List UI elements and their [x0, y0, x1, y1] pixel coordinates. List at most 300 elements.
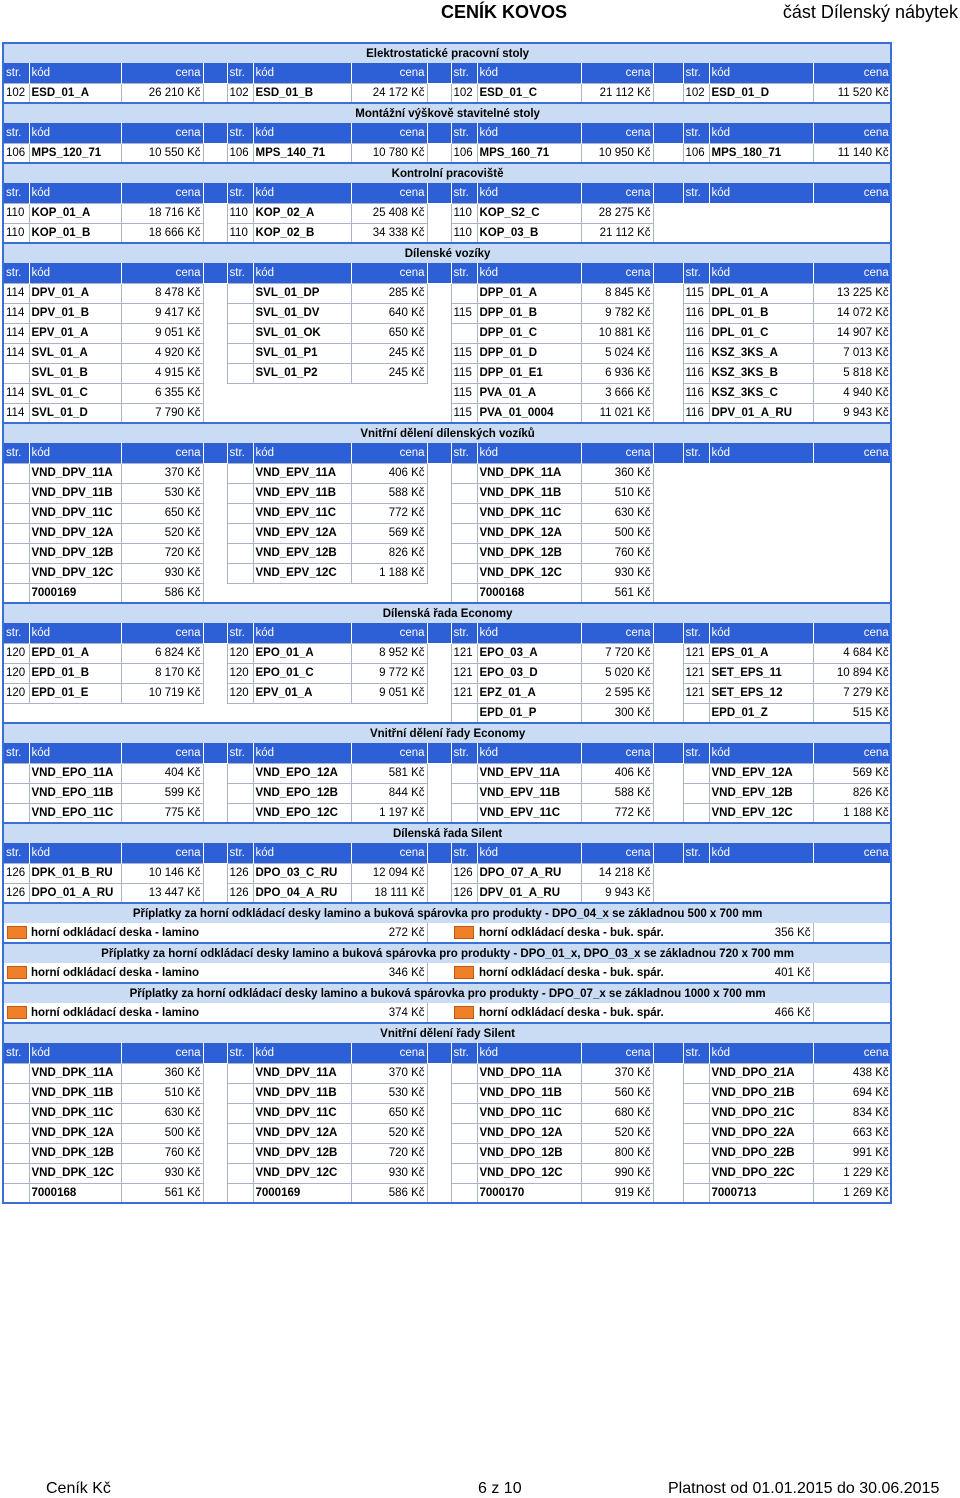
column-header-cena: cena [581, 183, 653, 203]
column-header-cena: cena [351, 743, 427, 763]
column-header-kod: kód [709, 743, 813, 763]
product-code-cell: VND_EPV_11B [477, 783, 581, 803]
product-code-cell: VND_DPV_12C [253, 1163, 351, 1183]
empty-cell [253, 383, 351, 403]
footer-validity: Platnost od 01.01.2015 do 30.06.2015 [668, 1480, 940, 1497]
product-code-cell: VND_DPK_11B [29, 1083, 121, 1103]
product-code-cell: DPL_01_B [709, 303, 813, 323]
header-spacer [427, 743, 451, 763]
document-part: část Dílenský nábytek [782, 2, 958, 22]
footer-currency: Ceník Kč [46, 1480, 111, 1497]
catalog-page-cell: 126 [451, 883, 477, 903]
price-cell: 5 024 Kč [581, 343, 653, 363]
price-cell: 640 Kč [351, 303, 427, 323]
column-header-kod: kód [477, 123, 581, 143]
price-cell: 360 Kč [121, 1063, 203, 1083]
table-row [3, 323, 891, 343]
catalog-page-cell [451, 463, 477, 483]
group-spacer [203, 803, 227, 823]
column-header-str: str. [3, 123, 29, 143]
column-header-str: str. [3, 843, 29, 863]
product-code-cell: VND_DPK_11C [29, 1103, 121, 1123]
column-header-cena: cena [121, 623, 203, 643]
header-spacer [427, 123, 451, 143]
group-spacer [203, 683, 227, 703]
column-header-cena: cena [813, 183, 891, 203]
column-header-cena: cena [351, 183, 427, 203]
product-code-cell: VND_DPK_12A [477, 523, 581, 543]
empty-cell [709, 883, 813, 903]
group-spacer [427, 523, 451, 543]
catalog-page-cell [227, 323, 253, 343]
group-spacer [427, 383, 451, 403]
catalog-page-cell [683, 1143, 709, 1163]
column-header-kod: kód [29, 623, 121, 643]
catalog-page-cell [451, 1103, 477, 1123]
price-cell: 630 Kč [581, 503, 653, 523]
price-cell: 21 112 Kč [581, 83, 653, 103]
empty-cell [813, 863, 891, 883]
header-spacer [653, 623, 683, 643]
catalog-page-cell: 110 [227, 203, 253, 223]
group-spacer [653, 323, 683, 343]
price-cell: 9 943 Kč [581, 883, 653, 903]
header-spacer [427, 263, 451, 283]
product-code-cell: VND_EPO_12C [253, 803, 351, 823]
group-spacer [653, 223, 683, 243]
empty-cell [253, 583, 351, 603]
column-header-str: str. [451, 63, 477, 83]
group-spacer [427, 323, 451, 343]
product-code-cell: ESD_01_B [253, 83, 351, 103]
catalog-page-cell [3, 1103, 29, 1123]
product-code-cell: VND_DPK_12A [29, 1123, 121, 1143]
product-code-cell: VND_EPO_12A [253, 763, 351, 783]
column-header-kod: kód [709, 183, 813, 203]
column-header-row [3, 263, 891, 283]
catalog-page-cell: 110 [227, 223, 253, 243]
price-cell: 1 269 Kč [813, 1183, 891, 1203]
price-cell: 13 447 Kč [121, 883, 203, 903]
price-cell: 26 210 Kč [121, 83, 203, 103]
group-spacer [203, 863, 227, 883]
group-spacer [203, 1103, 227, 1123]
group-spacer [203, 703, 227, 723]
section-title-row [3, 723, 891, 743]
catalog-page-cell: 110 [3, 223, 29, 243]
column-header-cena: cena [121, 123, 203, 143]
column-header-row [3, 123, 891, 143]
empty-cell [813, 223, 891, 243]
column-header-str: str. [683, 63, 709, 83]
price-cell: 14 907 Kč [813, 323, 891, 343]
product-code-cell: DPV_01_A_RU [477, 883, 581, 903]
product-code-cell: DPV_01_A_RU [709, 403, 813, 423]
column-header-row [3, 443, 891, 463]
price-cell: 5 818 Kč [813, 363, 891, 383]
price-cell: 7 790 Kč [121, 403, 203, 423]
price-table-body [3, 43, 891, 1203]
column-header-cena: cena [351, 263, 427, 283]
beech-board-price: 401 Kč [709, 963, 813, 983]
price-cell: 8 845 Kč [581, 283, 653, 303]
catalog-page-cell [683, 703, 709, 723]
catalog-page-cell [3, 523, 29, 543]
group-spacer [203, 1163, 227, 1183]
column-header-kod: kód [477, 623, 581, 643]
product-code-cell: VND_DPK_12C [477, 563, 581, 583]
column-header-row [3, 623, 891, 643]
section-title-row [3, 603, 891, 623]
table-row [3, 83, 891, 103]
header-spacer [203, 1043, 227, 1063]
column-header-cena: cena [813, 63, 891, 83]
price-cell: 630 Kč [121, 1103, 203, 1123]
column-header-str: str. [683, 123, 709, 143]
catalog-page-cell [3, 543, 29, 563]
product-code-cell: VND_EPV_11C [253, 503, 351, 523]
product-code-cell: SVL_01_DP [253, 283, 351, 303]
section-title: Dílenské vozíky [3, 243, 891, 263]
table-row [3, 1143, 891, 1163]
column-header-kod: kód [253, 623, 351, 643]
catalog-page-cell [451, 563, 477, 583]
column-header-str: str. [451, 443, 477, 463]
column-header-kod: kód [477, 63, 581, 83]
empty-cell [683, 503, 709, 523]
catalog-page-cell: 126 [451, 863, 477, 883]
price-cell: 1 188 Kč [351, 563, 427, 583]
empty-cell [709, 503, 813, 523]
table-row [3, 223, 891, 243]
price-cell: 772 Kč [351, 503, 427, 523]
product-code-cell: VND_DPV_11C [253, 1103, 351, 1123]
group-spacer [653, 203, 683, 223]
product-code-cell: DPO_07_A_RU [477, 863, 581, 883]
product-code-cell: MPS_180_71 [709, 143, 813, 163]
price-cell: 930 Kč [351, 1163, 427, 1183]
header-spacer [427, 63, 451, 83]
column-header-cena: cena [351, 443, 427, 463]
product-code-cell: VND_DPK_11A [29, 1063, 121, 1083]
column-header-kod: kód [477, 743, 581, 763]
product-code-cell: EPD_01_A [29, 643, 121, 663]
group-spacer [653, 683, 683, 703]
catalog-page-cell [227, 1183, 253, 1203]
product-code-cell: VND_EPV_12A [253, 523, 351, 543]
catalog-page-cell: 126 [3, 883, 29, 903]
catalog-page-cell: 115 [451, 383, 477, 403]
header-spacer [653, 743, 683, 763]
group-spacer [203, 223, 227, 243]
beech-board-price: 466 Kč [709, 1003, 813, 1023]
column-header-kod: kód [709, 263, 813, 283]
catalog-page-cell [227, 503, 253, 523]
group-spacer [427, 283, 451, 303]
group-spacer [427, 583, 451, 603]
price-cell: 1 229 Kč [813, 1163, 891, 1183]
price-cell: 14 072 Kč [813, 303, 891, 323]
group-spacer [427, 1103, 451, 1123]
price-cell: 7 279 Kč [813, 683, 891, 703]
catalog-page-cell [683, 1183, 709, 1203]
price-cell: 772 Kč [581, 803, 653, 823]
column-header-row [3, 1043, 891, 1063]
table-row [3, 503, 891, 523]
product-code-cell: DPL_01_C [709, 323, 813, 343]
product-code-cell: VND_EPV_12C [253, 563, 351, 583]
empty-cell [683, 543, 709, 563]
empty-cell [813, 483, 891, 503]
column-header-kod: kód [253, 63, 351, 83]
price-cell: 9 782 Kč [581, 303, 653, 323]
product-code-cell: VND_DPV_11B [253, 1083, 351, 1103]
header-spacer [203, 63, 227, 83]
catalog-page-cell [451, 1123, 477, 1143]
lamino-board-label: horní odkládací deska - lamino [31, 966, 200, 979]
price-cell: 11 520 Kč [813, 83, 891, 103]
product-code-cell: VND_DPK_11A [477, 463, 581, 483]
product-code-cell: VND_DPV_11B [29, 483, 121, 503]
price-cell: 760 Kč [121, 1143, 203, 1163]
product-code-cell: VND_DPK_12B [29, 1143, 121, 1163]
price-cell: 663 Kč [813, 1123, 891, 1143]
section-title: Elektrostatické pracovní stoly [3, 43, 891, 63]
group-spacer [427, 143, 451, 163]
catalog-page-cell: 116 [683, 323, 709, 343]
product-code-cell: VND_DPK_12C [29, 1163, 121, 1183]
product-code-cell: EPV_01_A [253, 683, 351, 703]
surcharge-title: Příplatky za horní odkládací desky lamino a buková spárovka pro produkty - DPO_01_x, DPO_03_x se základnou 720 x 700 mm [3, 943, 891, 963]
section-title: Dílenská řada Economy [3, 603, 891, 623]
surcharge-spacer [427, 1003, 451, 1023]
empty-cell [351, 583, 427, 603]
table-row [3, 1183, 891, 1203]
price-cell: 11 140 Kč [813, 143, 891, 163]
column-header-cena: cena [121, 1043, 203, 1063]
price-cell: 586 Kč [351, 1183, 427, 1203]
product-code-cell: 7000170 [477, 1183, 581, 1203]
column-header-str: str. [451, 843, 477, 863]
price-cell: 404 Kč [121, 763, 203, 783]
price-cell: 520 Kč [581, 1123, 653, 1143]
group-spacer [653, 863, 683, 883]
product-code-cell: PVA_01_A [477, 383, 581, 403]
column-header-cena: cena [351, 63, 427, 83]
beech-swatch-icon [454, 966, 474, 979]
empty-cell [121, 703, 203, 723]
header-spacer [653, 843, 683, 863]
group-spacer [653, 1163, 683, 1183]
catalog-page-cell: 120 [3, 643, 29, 663]
catalog-page-cell: 116 [683, 343, 709, 363]
empty-cell [227, 583, 253, 603]
catalog-page-cell [451, 803, 477, 823]
product-code-cell: VND_DPO_11C [477, 1103, 581, 1123]
product-code-cell: KOP_01_B [29, 223, 121, 243]
price-cell: 285 Kč [351, 283, 427, 303]
catalog-page-cell [227, 483, 253, 503]
price-cell: 1 188 Kč [813, 803, 891, 823]
catalog-page-cell [451, 1163, 477, 1183]
group-spacer [427, 83, 451, 103]
price-cell: 9 051 Kč [351, 683, 427, 703]
group-spacer [427, 803, 451, 823]
price-cell: 5 020 Kč [581, 663, 653, 683]
price-cell: 7 720 Kč [581, 643, 653, 663]
table-row [3, 1063, 891, 1083]
catalog-page-cell: 121 [683, 683, 709, 703]
price-cell: 370 Kč [351, 1063, 427, 1083]
section-title: Dílenská řada Silent [3, 823, 891, 843]
catalog-page-cell [227, 803, 253, 823]
price-cell: 569 Kč [813, 763, 891, 783]
column-header-cena: cena [581, 443, 653, 463]
column-header-kod: kód [29, 123, 121, 143]
group-spacer [203, 1063, 227, 1083]
column-header-cena: cena [351, 843, 427, 863]
price-cell: 18 666 Kč [121, 223, 203, 243]
header-spacer [203, 443, 227, 463]
empty-cell [683, 863, 709, 883]
section-title-row [3, 103, 891, 123]
catalog-page-cell [451, 503, 477, 523]
column-header-kod: kód [477, 843, 581, 863]
price-cell: 844 Kč [351, 783, 427, 803]
group-spacer [203, 303, 227, 323]
group-spacer [653, 803, 683, 823]
group-spacer [427, 883, 451, 903]
product-code-cell: KOP_02_A [253, 203, 351, 223]
column-header-cena: cena [121, 183, 203, 203]
column-header-cena: cena [121, 843, 203, 863]
beech-board-label: horní odkládací deska - buk. spár. [479, 1006, 664, 1019]
product-code-cell: VND_DPO_21B [709, 1083, 813, 1103]
catalog-page-cell: 114 [3, 323, 29, 343]
catalog-page-cell: 114 [3, 343, 29, 363]
product-code-cell: VND_DPV_11C [29, 503, 121, 523]
column-header-kod: kód [29, 63, 121, 83]
header-spacer [427, 623, 451, 643]
section-title-row [3, 163, 891, 183]
group-spacer [203, 503, 227, 523]
column-header-kod: kód [29, 183, 121, 203]
column-header-str: str. [3, 183, 29, 203]
group-spacer [427, 663, 451, 683]
product-code-cell: SVL_01_OK [253, 323, 351, 343]
catalog-page-cell: 102 [3, 83, 29, 103]
header-spacer [653, 183, 683, 203]
header-spacer [427, 443, 451, 463]
product-code-cell: EPD_01_Z [709, 703, 813, 723]
empty-cell [813, 523, 891, 543]
price-cell: 28 275 Kč [581, 203, 653, 223]
column-header-cena: cena [351, 123, 427, 143]
column-header-kod: kód [29, 443, 121, 463]
header-spacer [203, 743, 227, 763]
column-header-cena: cena [121, 443, 203, 463]
column-header-cena: cena [581, 623, 653, 643]
beech-board-label: horní odkládací deska - buk. spár. [479, 926, 664, 939]
price-cell: 834 Kč [813, 1103, 891, 1123]
surcharge-spacer [813, 923, 891, 943]
product-code-cell: KSZ_3KS_C [709, 383, 813, 403]
table-row [3, 483, 891, 503]
empty-cell [709, 543, 813, 563]
section-title: Vnitřní dělení řady Silent [3, 1023, 891, 1043]
price-cell: 6 824 Kč [121, 643, 203, 663]
price-cell: 930 Kč [121, 1163, 203, 1183]
empty-cell [813, 583, 891, 603]
column-header-row [3, 743, 891, 763]
beech-board-icon [451, 923, 477, 943]
column-header-str: str. [683, 743, 709, 763]
lamino-board-label: horní odkládací deska - lamino [31, 1006, 200, 1019]
column-header-kod: kód [709, 63, 813, 83]
product-code-cell: SET_EPS_11 [709, 663, 813, 683]
product-code-cell: DPO_04_A_RU [253, 883, 351, 903]
price-cell: 10 950 Kč [581, 143, 653, 163]
catalog-page-cell [227, 303, 253, 323]
catalog-page-cell: 115 [451, 403, 477, 423]
table-row [3, 663, 891, 683]
product-code-cell: 7000168 [477, 583, 581, 603]
lamino-board-price: 374 Kč [351, 1003, 427, 1023]
price-cell: 2 595 Kč [581, 683, 653, 703]
group-spacer [203, 203, 227, 223]
price-cell: 9 051 Kč [121, 323, 203, 343]
column-header-str: str. [451, 1043, 477, 1063]
product-code-cell: VND_DPO_22B [709, 1143, 813, 1163]
product-code-cell: DPP_01_E1 [477, 363, 581, 383]
lamino-board-icon [3, 923, 29, 943]
column-header-cena: cena [351, 623, 427, 643]
beech-swatch-icon [454, 1006, 474, 1019]
group-spacer [653, 1183, 683, 1203]
empty-cell [813, 883, 891, 903]
table-row [3, 563, 891, 583]
product-code-cell: VND_EPV_11C [477, 803, 581, 823]
price-cell: 18 111 Kč [351, 883, 427, 903]
price-cell: 561 Kč [581, 583, 653, 603]
empty-cell [813, 203, 891, 223]
empty-cell [29, 703, 121, 723]
column-header-cena: cena [581, 1043, 653, 1063]
group-spacer [203, 343, 227, 363]
product-code-cell: 7000168 [29, 1183, 121, 1203]
header-spacer [203, 843, 227, 863]
catalog-page-cell: 106 [3, 143, 29, 163]
price-cell: 520 Kč [351, 1123, 427, 1143]
table-row [3, 1103, 891, 1123]
product-code-cell: VND_DPO_21C [709, 1103, 813, 1123]
table-row [3, 363, 891, 383]
group-spacer [427, 1143, 451, 1163]
product-code-cell: EPS_01_A [709, 643, 813, 663]
table-row [3, 523, 891, 543]
price-cell: 520 Kč [121, 523, 203, 543]
header-spacer [427, 183, 451, 203]
catalog-page-cell: 115 [451, 303, 477, 323]
product-code-cell: MPS_160_71 [477, 143, 581, 163]
footer-page-number: 6 z 10 [478, 1480, 522, 1497]
price-cell: 300 Kč [581, 703, 653, 723]
price-cell: 930 Kč [581, 563, 653, 583]
group-spacer [653, 1143, 683, 1163]
surcharge-title-row [3, 903, 891, 923]
price-cell: 10 550 Kč [121, 143, 203, 163]
table-row [3, 463, 891, 483]
